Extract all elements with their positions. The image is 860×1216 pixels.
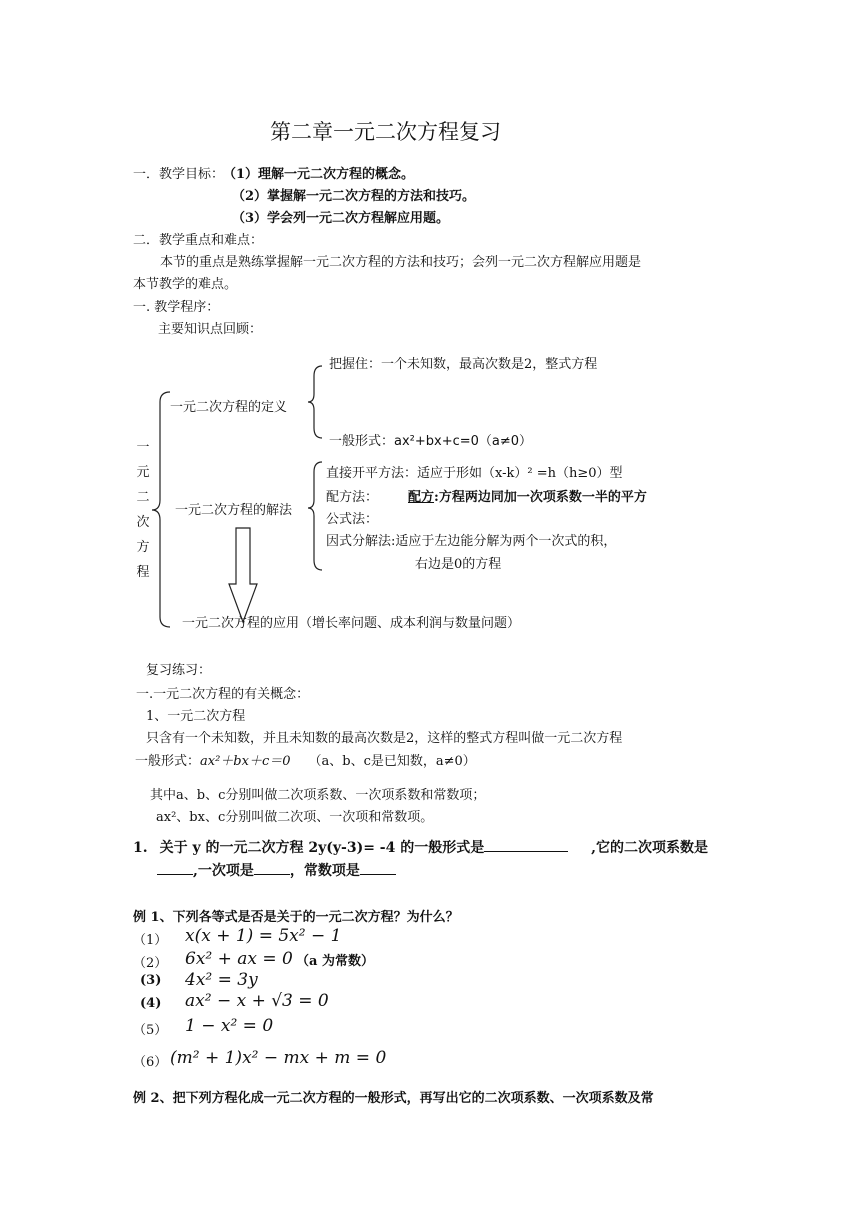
solution-formula: 公式法： — [326, 512, 379, 527]
practice-sub: 1、一元二次方程 — [146, 709, 246, 724]
definition-grasp: 把握住：一个未知数，最高次数是2，整式方程 — [329, 357, 598, 372]
solutions-node: 一元二次方程的解法 — [175, 503, 293, 518]
example-1-label: （6） — [133, 1055, 168, 1070]
example-1-note: （a 为常数） — [296, 954, 374, 969]
down-arrow-icon — [229, 528, 257, 622]
solution-factor: 因式分解法:适应于左边能分解为两个一次式的积， — [326, 534, 617, 549]
definition-general-form: 一般形式：ax²+bx+c=0（a≠0） — [329, 434, 533, 449]
objective-item: （2）掌握解一元二次方程的方法和技巧。 — [232, 189, 476, 204]
solutions-brace — [308, 462, 322, 570]
general-form-line: 一般形式：ax²＋bx＋c＝0 （a、b、c是已知数，a≠0） — [135, 754, 476, 769]
procedure-label: 一. 教学程序： — [133, 300, 220, 315]
definition-node: 一元二次方程的定义 — [170, 400, 288, 415]
solution-factor-cont: 右边是0的方程 — [415, 557, 502, 572]
example-1-label: （5） — [133, 1023, 168, 1038]
definition-text: 只含有一个未知数，并且未知数的最高次数是2，这样的整式方程叫做一元二次方程 — [146, 731, 623, 746]
coef-text: ax²、bx、c分别叫做二次项、一次项和常数项。 — [156, 810, 434, 825]
key-points-text: 本节教学的难点。 — [133, 277, 238, 292]
objective-item: （3）学会列一元二次方程解应用题。 — [232, 211, 450, 226]
example-1-eq: (m² + 1)x² − mx + m = 0 — [170, 1048, 387, 1068]
application-node: 一元二次方程的应用（增长率问题、成本利润与数量问题） — [182, 616, 521, 631]
question-1-cont: ,一次项是 ，常数项是 — [157, 860, 396, 880]
answer-blank[interactable] — [484, 839, 568, 852]
answer-blank[interactable] — [360, 862, 396, 875]
example-1-label: （1） — [133, 933, 168, 948]
objectives-label: 一．教学目标： — [133, 167, 225, 182]
example-1-label: (3) — [140, 973, 162, 988]
key-points-text: 本节的重点是熟练掌握解一元二次方程的方法和技巧；会列一元二次方程解应用题是 — [160, 255, 642, 270]
solution-complete-square: 配方法： — [326, 490, 379, 505]
root-brace — [152, 392, 170, 627]
example-1-eq: x(x + 1) = 5x² − 1 — [185, 926, 342, 946]
page-title: 第二章一元二次方程复习 — [270, 120, 501, 144]
definition-brace — [308, 366, 322, 438]
solution-direct: 直接开平方法：适应于形如（x-k）² =h（h≥0）型 — [326, 466, 623, 481]
practice-section: 一.一元二次方程的有关概念： — [136, 687, 310, 702]
key-points-label: 二．教学重点和难点： — [133, 233, 264, 248]
example-1-label: (4) — [140, 996, 162, 1011]
question-1: 1. 关于 y 的一元二次方程 2y(y-3)= -4 的一般形式是 ,它的二次项系数是 — [133, 840, 708, 856]
example-1-eq: 6x² + ax = 0 — [185, 949, 293, 969]
coef-text: 其中a、b、c分别叫做二次项系数、一次项系数和常数项； — [150, 788, 486, 803]
example-1-eq: 4x² = 3y — [185, 970, 258, 990]
answer-blank[interactable] — [157, 862, 193, 875]
example-2-title: 例 2、把下列方程化成一元二次方程的一般形式，再写出它的二次项系数、一次项系数及常 — [133, 1091, 654, 1106]
answer-blank[interactable] — [254, 862, 290, 875]
mindmap-root: 一 元 二 次 方 程 — [136, 440, 150, 580]
objective-item: （1）理解一元二次方程的概念。 — [223, 167, 415, 182]
example-1-eq: 1 − x² = 0 — [185, 1016, 274, 1036]
example-1-title: 例 1、下列各等式是否是关于的一元二次方程？为什么？ — [133, 910, 459, 925]
review-label: 主要知识点回顾： — [158, 322, 263, 337]
solution-complete-square-note: 配方:方程两边同加一次项系数一半的平方 — [408, 490, 647, 505]
practice-label: 复习练习： — [146, 663, 212, 678]
example-1-eq: ax² − x + √3 = 0 — [185, 991, 329, 1011]
example-1-label: （2） — [133, 956, 168, 971]
